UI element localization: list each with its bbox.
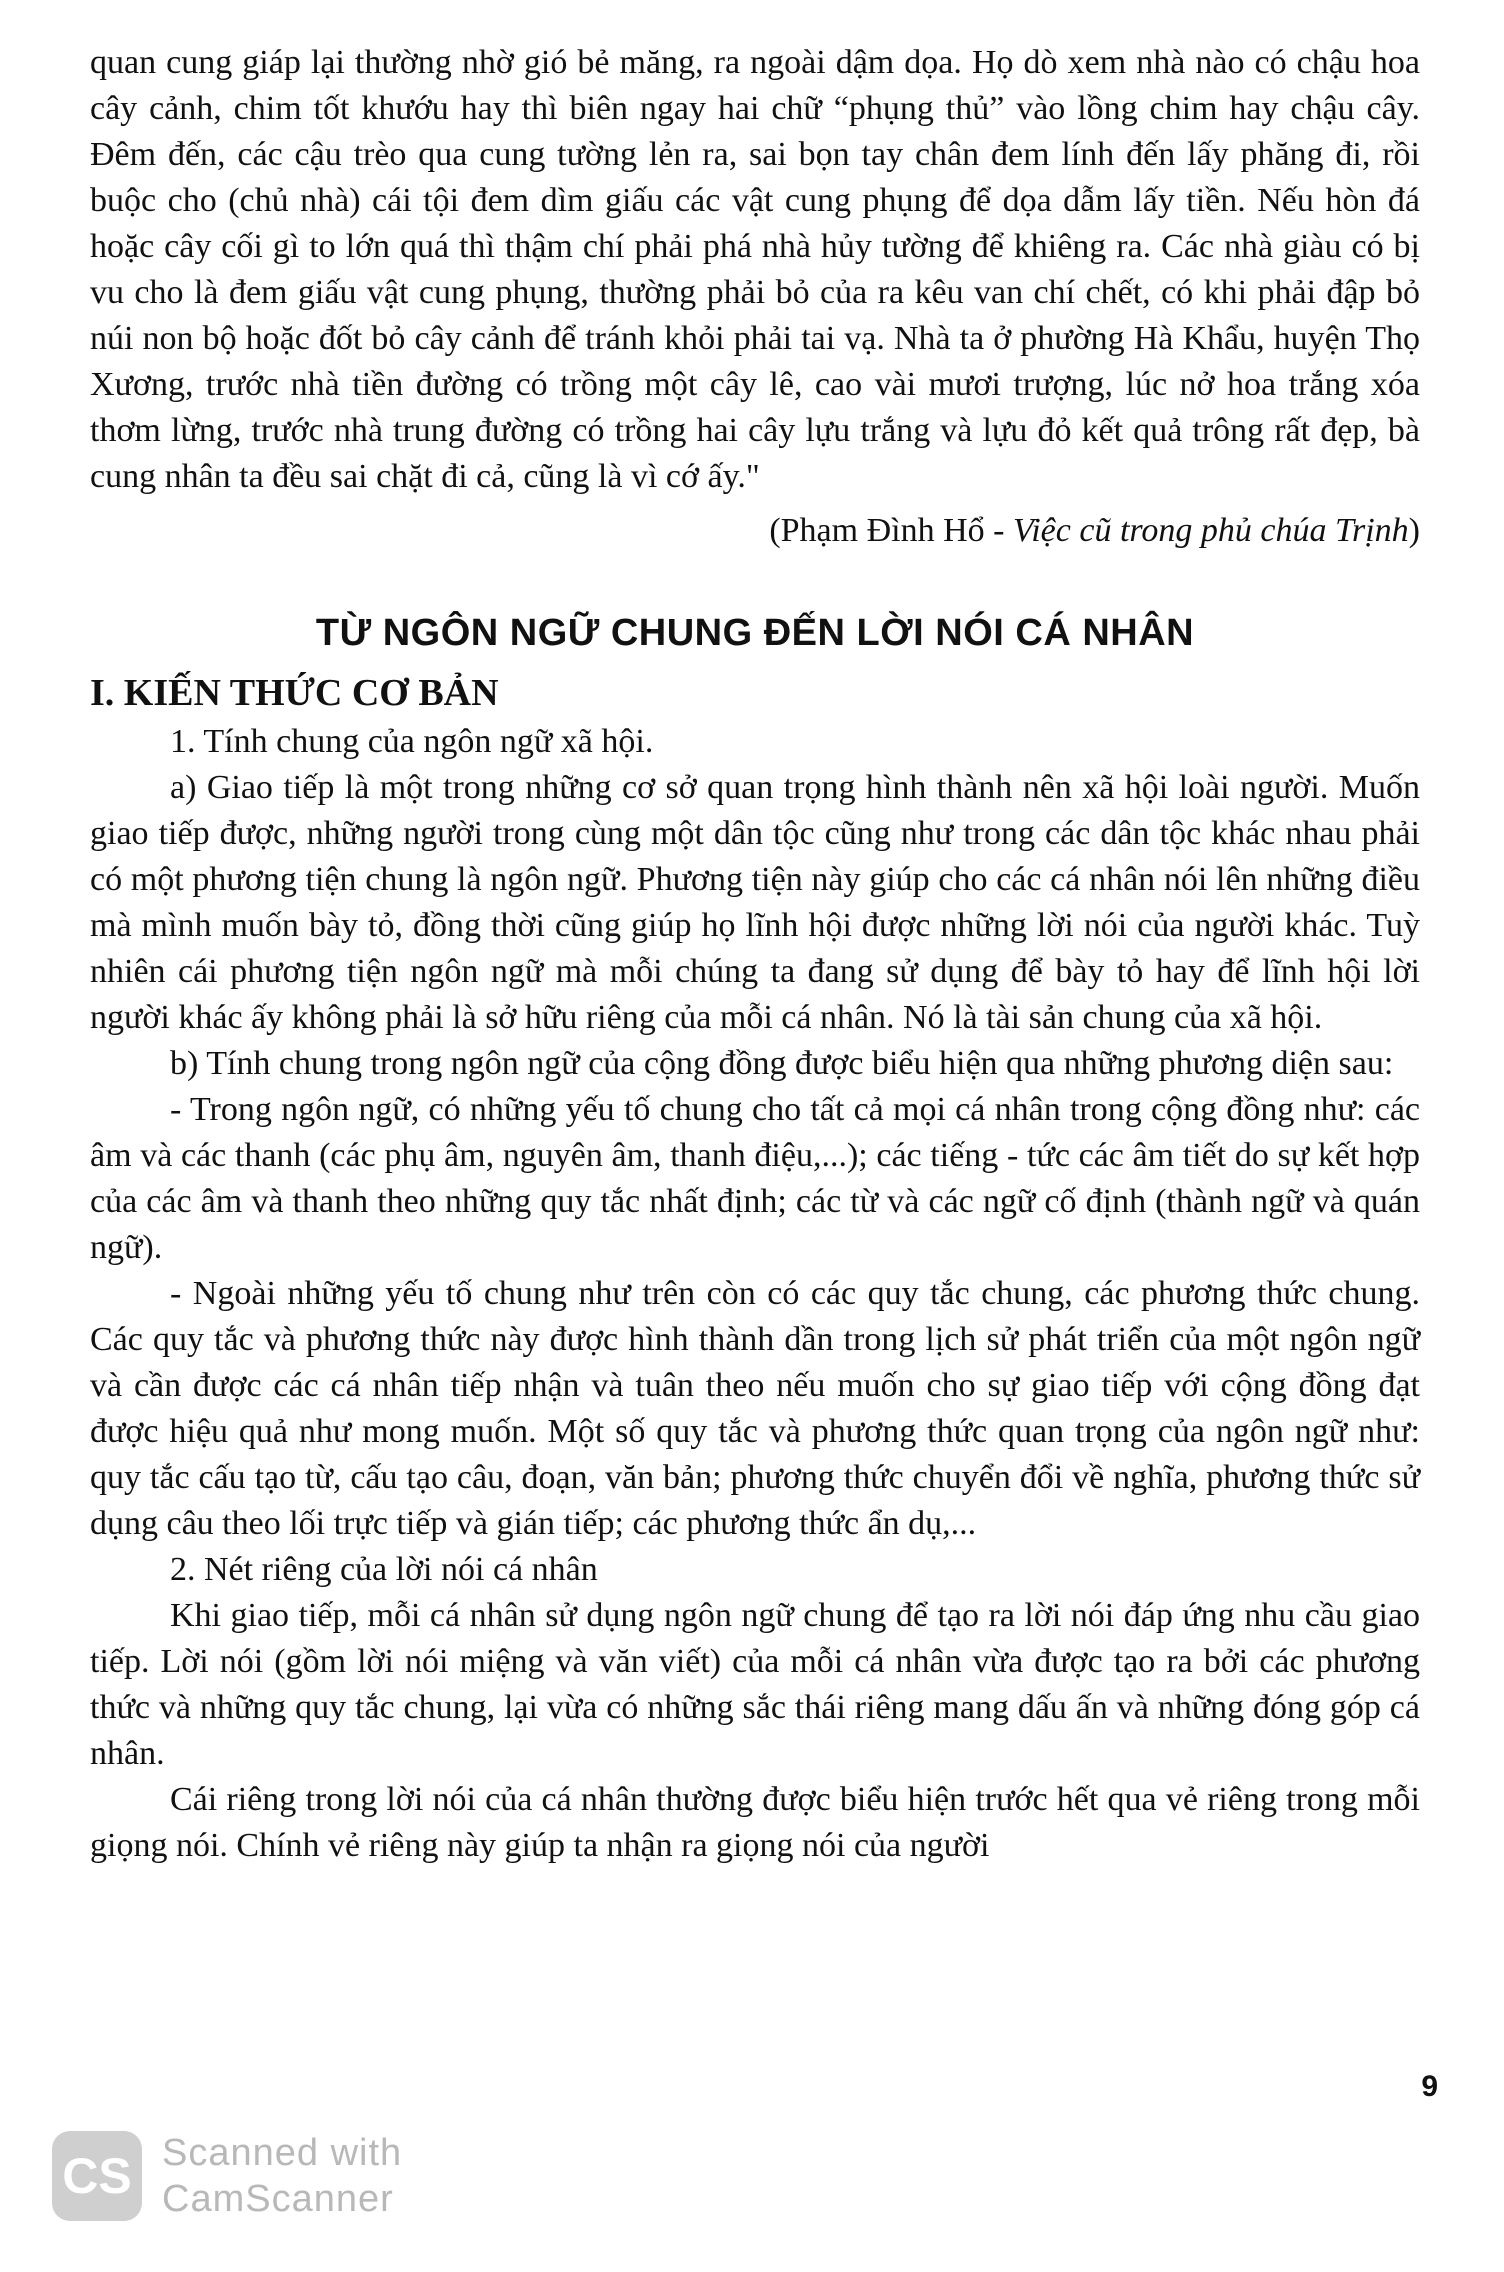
bullet-common-rules: - Ngoài những yếu tố chung như trên còn có các quy tắc chung, các phương thức chung. Các quy tắc và phương thức này được hình thành dần trong lịch sử phát triển của một ngôn ngữ và cần được các cá nhân tiếp nhận và tuân theo nếu muốn cho sự giao tiếp với cộng đồng đạt được hiệu quả như mong muốn. Một số quy tắc và phương thức quan trọng của ngôn ngữ như: quy tắc cấu tạo từ, cấu tạo câu, đoạn, văn bản; phương thức chuyển đổi về nghĩa, phương thức sử dụng câu theo lối trực tiếp và gián tiếp; các phương thức ẩn dụ,... bbox=[90, 1275, 1420, 1542]
camscanner-watermark bbox=[52, 2130, 402, 2222]
paragraph-b: b) Tính chung trong ngôn ngữ của cộng đồng được biểu hiện qua những phương diện sau: bbox=[170, 1045, 1394, 1082]
camscanner-logo-icon: CS bbox=[52, 2131, 142, 2221]
paragraph-individual-voice: Cái riêng trong lời nói của cá nhân thường được biểu hiện trước hết qua vẻ riêng trong mỗi giọng nói. Chính vẻ riêng này giúp ta nhận ra giọng nói của người bbox=[90, 1781, 1420, 1864]
citation-work: Việc cũ trong phủ chúa Trịnh bbox=[1012, 512, 1409, 549]
paragraph-1-heading: 1. Tính chung của ngôn ngữ xã hội. bbox=[170, 723, 654, 760]
intro-paragraph: quan cung giáp lại thường nhờ gió bẻ măng, ra ngoài dậm dọa. Họ dò xem nhà nào có chậu hoa cây cảnh, chim tốt khướu hay thì biên ngay hai chữ “phụng thủ” vào lồng chim hay chậu cây. Đêm đến, các cậu trèo qua cung tường lẻn ra, sai bọn tay chân đem lính đến lấy phăng đi, rồi buộc cho (chủ nhà) cái tội đem dìm giấu các vật cung phụng để dọa dẫm lấy tiền. Nếu hòn đá hoặc cây cối gì to lớn quá thì thậm chí phải phá nhà hủy tường để khiêng ra. Các nhà giàu có bị vu cho là đem giấu vật cung phụng, thường phải bỏ của ra kêu van chí chết, có khi phải đập bỏ núi non bộ hoặc đốt bỏ cây cảnh để tránh khỏi phải tai vạ. Nhà ta ở phường Hà Khẩu, huyện Thọ Xương, trước nhà tiền đường có trồng một cây lê, cao vài mươi trượng, lúc nở hoa trắng xóa thơm lừng, trước nhà trung đường có trồng hai cây lựu trắng và lựu đỏ kết quả trông rất đẹp, bà cung nhân ta đều sai chặt đi cả, cũng là vì cớ ấy." bbox=[90, 44, 1420, 495]
page-number: 9 bbox=[1421, 2070, 1438, 2103]
citation-author: (Phạm Đình Hổ - bbox=[769, 512, 1013, 549]
watermark-line-1: Scanned with bbox=[162, 2132, 403, 2174]
chapter-title: TỪ NGÔN NGỮ CHUNG ĐẾN LỜI NÓI CÁ NHÂN bbox=[315, 612, 1195, 654]
watermark-line-2: CamScanner bbox=[162, 2178, 394, 2220]
paragraph-a: a) Giao tiếp là một trong những cơ sở quan trọng hình thành nên xã hội loài người. Muốn giao tiếp được, những người trong cùng một dân tộc cũng như trong các dân tộc khác nhau phải có một phương tiện chung là ngôn ngữ. Phương tiện này giúp cho các cá nhân nói lên những điều mà mình muốn bày tỏ, đồng thời cũng giúp họ lĩnh hội được những lời nói của người khác. Tuỳ nhiên cái phương tiện ngôn ngữ mà mỗi chúng ta đang sử dụng để bày tỏ hay để lĩnh hội lời người khác ấy không phải là sở hữu riêng của mỗi cá nhân. Nó là tài sản chung của xã hội. bbox=[90, 769, 1420, 1036]
citation bbox=[90, 508, 1420, 554]
paragraph-individual-speech: Khi giao tiếp, mỗi cá nhân sử dụng ngôn ngữ chung để tạo ra lời nói đáp ứng nhu cầu giao tiếp. Lời nói (gồm lời nói miệng và văn viết) của mỗi cá nhân vừa được tạo ra bởi các phương thức và những quy tắc chung, lại vừa có những sắc thái riêng mang dấu ấn và những đóng góp cá nhân. bbox=[90, 1597, 1420, 1772]
watermark-text bbox=[162, 2130, 402, 2222]
document-page bbox=[90, 40, 1420, 1869]
citation-close: ) bbox=[1408, 512, 1420, 549]
paragraph-2-heading: 2. Nét riêng của lời nói cá nhân bbox=[170, 1551, 598, 1588]
section-heading: I. KIẾN THỨC CƠ BẢN bbox=[90, 672, 499, 714]
bullet-common-elements: - Trong ngôn ngữ, có những yếu tố chung cho tất cả mọi cá nhân trong cộng đồng như: các âm và các thanh (các phụ âm, nguyên âm, thanh điệu,...); các tiếng - tức các âm tiết do sự kết hợp của các âm và thanh theo những quy tắc nhất định; các từ và các ngữ cố định (thành ngữ và quán ngữ). bbox=[90, 1091, 1420, 1266]
